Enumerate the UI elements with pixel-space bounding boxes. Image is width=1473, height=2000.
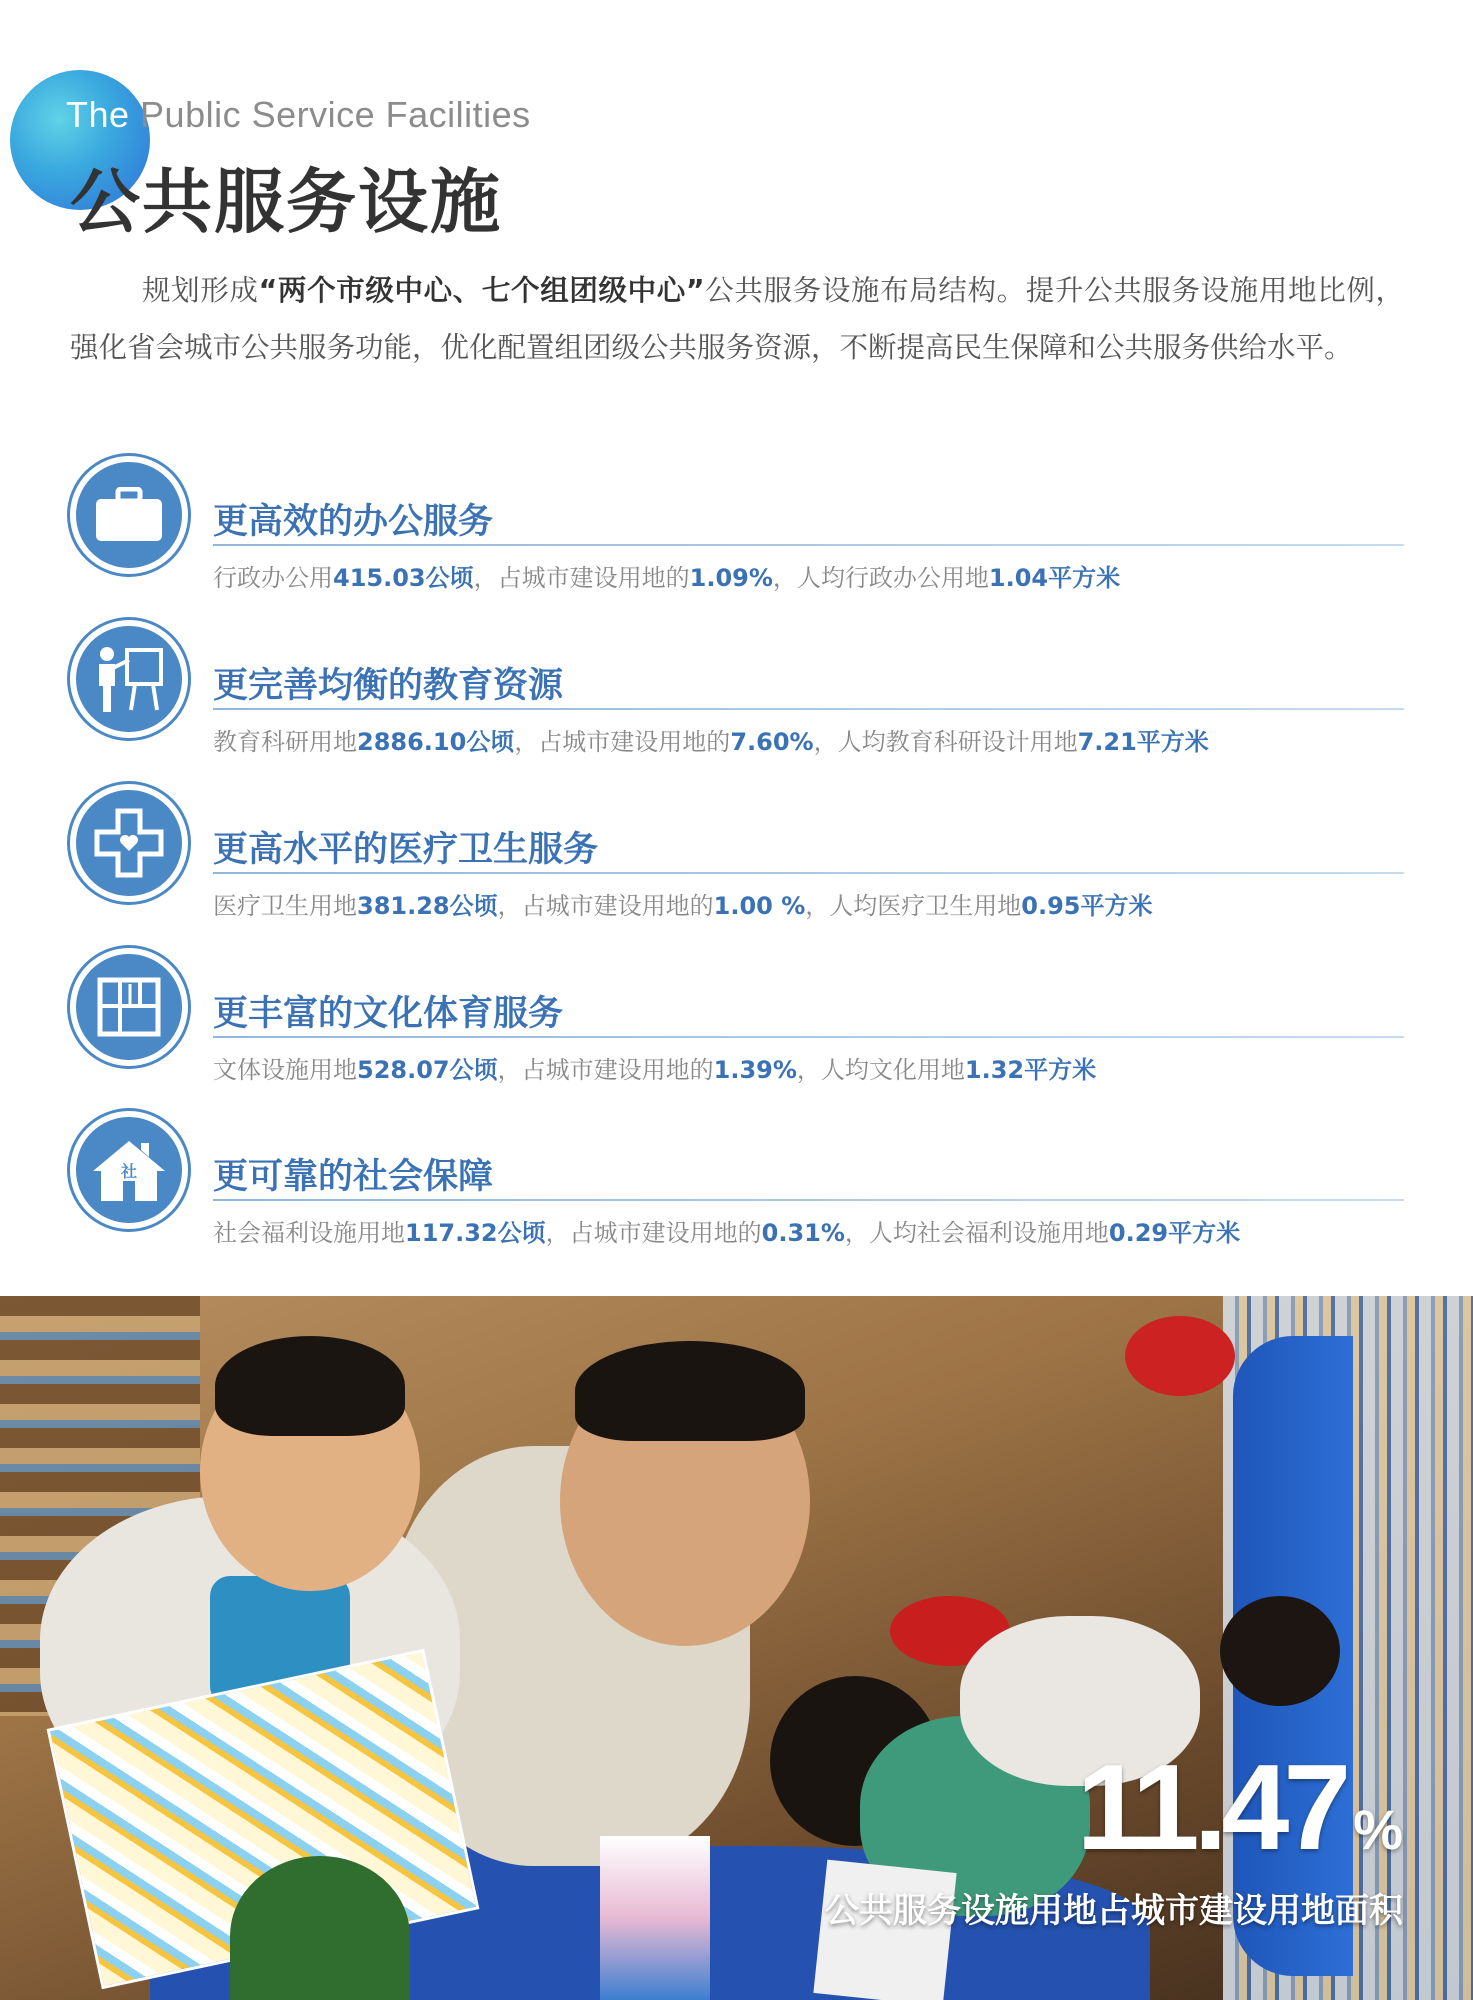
section-desc	[213, 886, 1152, 921]
section-title: 更可靠的社会保障	[213, 1157, 494, 1197]
section-desc	[213, 1050, 1096, 1085]
section-desc	[213, 1213, 1240, 1248]
section-title: 更丰富的文化体育服务	[213, 994, 564, 1034]
section-divider	[213, 1036, 1404, 1038]
desc-number: 1.39%	[713, 1056, 797, 1084]
section-title: 更高水平的医疗卫生服务	[213, 830, 599, 870]
desc-text: ，占城市建设用地的	[473, 564, 690, 592]
section-divider	[213, 544, 1404, 546]
section-title: 更高效的办公服务	[213, 502, 494, 542]
section-divider	[213, 1199, 1404, 1201]
desc-text: ，占城市建设用地的	[497, 1056, 714, 1084]
stat-label: 公共服务设施用地占城市建设用地面积	[825, 1891, 1403, 1931]
stat-value	[1076, 1739, 1403, 1875]
briefcase-icon	[70, 456, 188, 574]
desc-text: 社会福利设施用地	[213, 1219, 405, 1247]
intro-text-1: 规划形成	[142, 274, 259, 307]
desc-text: 文体设施用地	[213, 1056, 357, 1084]
section-culture	[70, 948, 1404, 1084]
desc-number: 1.04平方米	[988, 564, 1121, 592]
page-title: 公共服务设施	[70, 161, 502, 243]
desc-number: 0.29平方米	[1108, 1219, 1241, 1247]
desc-text: ，人均文化用地	[796, 1056, 965, 1084]
red-stool	[1125, 1316, 1235, 1396]
desc-text: ，人均医疗卫生用地	[805, 892, 1022, 920]
desc-number: 415.03公顷	[333, 564, 474, 592]
section-office	[70, 456, 1404, 592]
teacher-icon	[70, 620, 188, 738]
page-subtitle-en	[66, 94, 531, 136]
intro-bold: “两个市级中心、七个组团级中心”	[258, 274, 705, 307]
social-icon-label: 社	[120, 1162, 138, 1181]
section-divider	[213, 872, 1404, 874]
medical-cross-icon	[70, 784, 188, 902]
desc-text: ，占城市建设用地的	[545, 1219, 762, 1247]
desc-number: 7.60%	[730, 728, 814, 756]
section-social	[70, 1111, 1404, 1247]
stat-number: 11.47	[1076, 1739, 1346, 1875]
desc-text: 行政办公用	[213, 564, 333, 592]
desc-text: ，占城市建设用地的	[514, 728, 731, 756]
child-hair	[215, 1336, 405, 1436]
desc-number: 381.28公顷	[357, 892, 498, 920]
desc-number: 1.00 %	[713, 892, 806, 920]
intro-text-2: 公共服务设施布局结构。提升公共服务设施用地比例，强化省会城市公共服务功能，优化配置组团级公共服务资源，不断提高民生保障和公共服务供给水平。	[70, 274, 1404, 364]
desc-text: ，人均社会福利设施用地	[844, 1219, 1109, 1247]
desc-number: 0.95平方米	[1021, 892, 1153, 920]
section-title: 更完善均衡的教育资源	[213, 666, 564, 706]
desc-text: ，人均教育科研设计用地	[813, 728, 1078, 756]
desc-number: 0.31%	[761, 1219, 845, 1247]
desc-number: 1.32平方米	[964, 1056, 1097, 1084]
desc-number: 528.07公顷	[357, 1056, 498, 1084]
page-subtitle-en-rest: Public Service Facilities	[129, 94, 531, 135]
culture-sports-icon	[70, 948, 188, 1066]
desc-text: ，占城市建设用地的	[497, 892, 714, 920]
section-medical	[70, 784, 1404, 920]
social-house-icon	[70, 1111, 188, 1229]
intro-paragraph	[70, 262, 1404, 376]
desc-number: 2886.10公顷	[357, 728, 515, 756]
section-education	[70, 620, 1404, 756]
page-subtitle-en-first: The	[66, 94, 130, 135]
section-divider	[213, 708, 1404, 710]
desc-number: 1.09%	[689, 564, 773, 592]
desc-text: 教育科研用地	[213, 728, 357, 756]
desc-text: ，人均行政办公用地	[772, 564, 989, 592]
section-desc	[213, 558, 1120, 593]
child-head	[1220, 1596, 1340, 1706]
desc-text: 医疗卫生用地	[213, 892, 357, 920]
stat-unit: %	[1353, 1798, 1403, 1861]
book	[600, 1836, 710, 2000]
desc-number: 117.32公顷	[405, 1219, 546, 1247]
section-desc	[213, 722, 1209, 757]
desc-number: 7.21平方米	[1077, 728, 1209, 756]
child-hair	[575, 1341, 805, 1441]
